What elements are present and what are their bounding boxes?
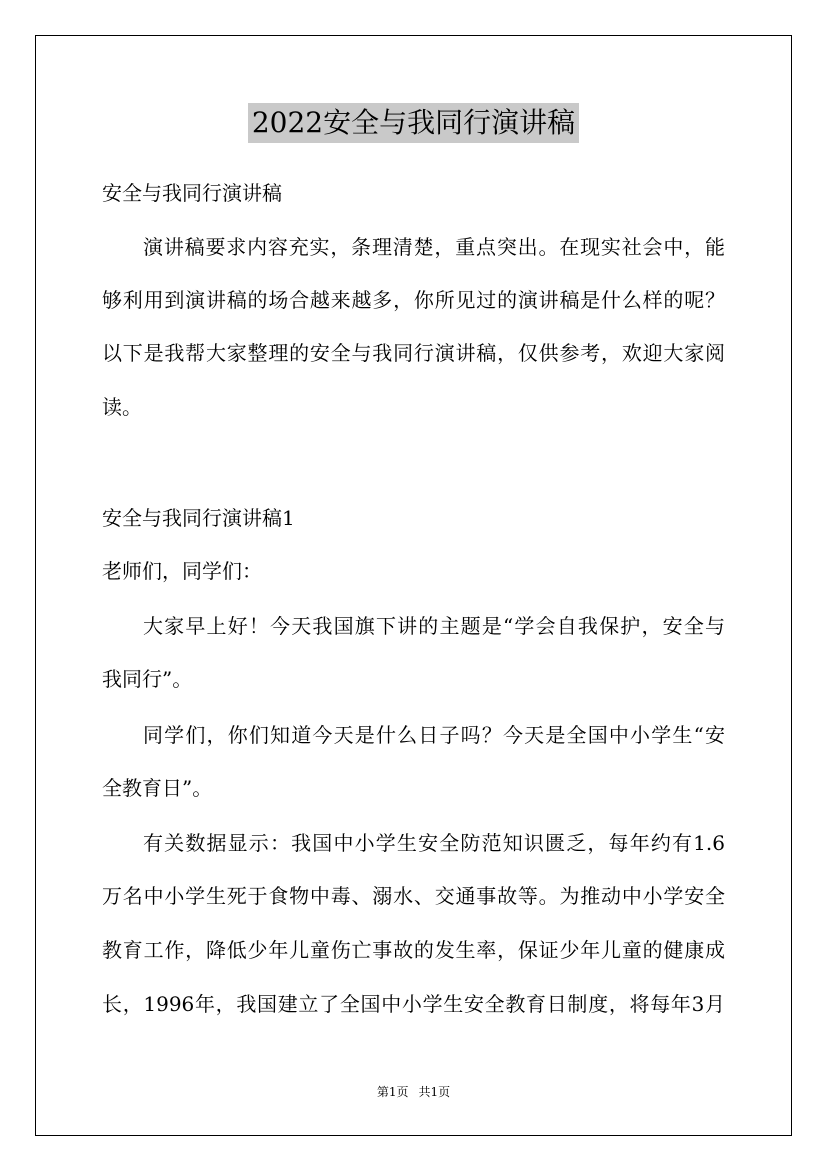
paragraph-line: 长，1996年，我国建立了全国中小学生安全教育日制度，将每年3月	[102, 992, 725, 1016]
paragraph-line: 我同行”。	[102, 667, 193, 691]
paragraph-line: 同学们，你们知道今天是什么日子吗？今天是全国中小学生“安	[143, 723, 725, 747]
current-page-label: 第1页	[376, 1085, 409, 1099]
paragraph-line: 大家早上好！今天我国旗下讲的主题是“学会自我保护，安全与	[143, 614, 725, 638]
paragraph-line: 教育工作，降低少年儿童伤亡事故的发生率，保证少年儿童的健康成	[102, 938, 725, 962]
paragraph-line: 有关数据显示：我国中小学生安全防范知识匮乏，每年约有1.6	[143, 831, 725, 855]
document-subtitle: 安全与我同行演讲稿	[102, 181, 282, 205]
paragraph-line: 全教育日”。	[102, 776, 213, 800]
document-title: 2022安全与我同行演讲稿	[248, 103, 579, 143]
section-heading: 安全与我同行演讲稿1	[102, 506, 295, 530]
intro-line: 够利用到演讲稿的场合越来越多，你所见过的演讲稿是什么样的呢？	[102, 288, 725, 312]
total-pages-label: 共1页	[418, 1085, 451, 1099]
paragraph-line: 万名中小学生死于食物中毒、溺水、交通事故等。为推动中小学安全	[102, 884, 725, 908]
greeting: 老师们，同学们：	[102, 559, 262, 583]
intro-line: 读。	[102, 395, 142, 419]
title-container	[0, 103, 827, 143]
page-footer	[0, 1084, 827, 1100]
intro-line: 以下是我帮大家整理的安全与我同行演讲稿，仅供参考，欢迎大家阅	[102, 341, 725, 365]
intro-line: 演讲稿要求内容充实，条理清楚，重点突出。在现实社会中，能	[143, 235, 725, 259]
